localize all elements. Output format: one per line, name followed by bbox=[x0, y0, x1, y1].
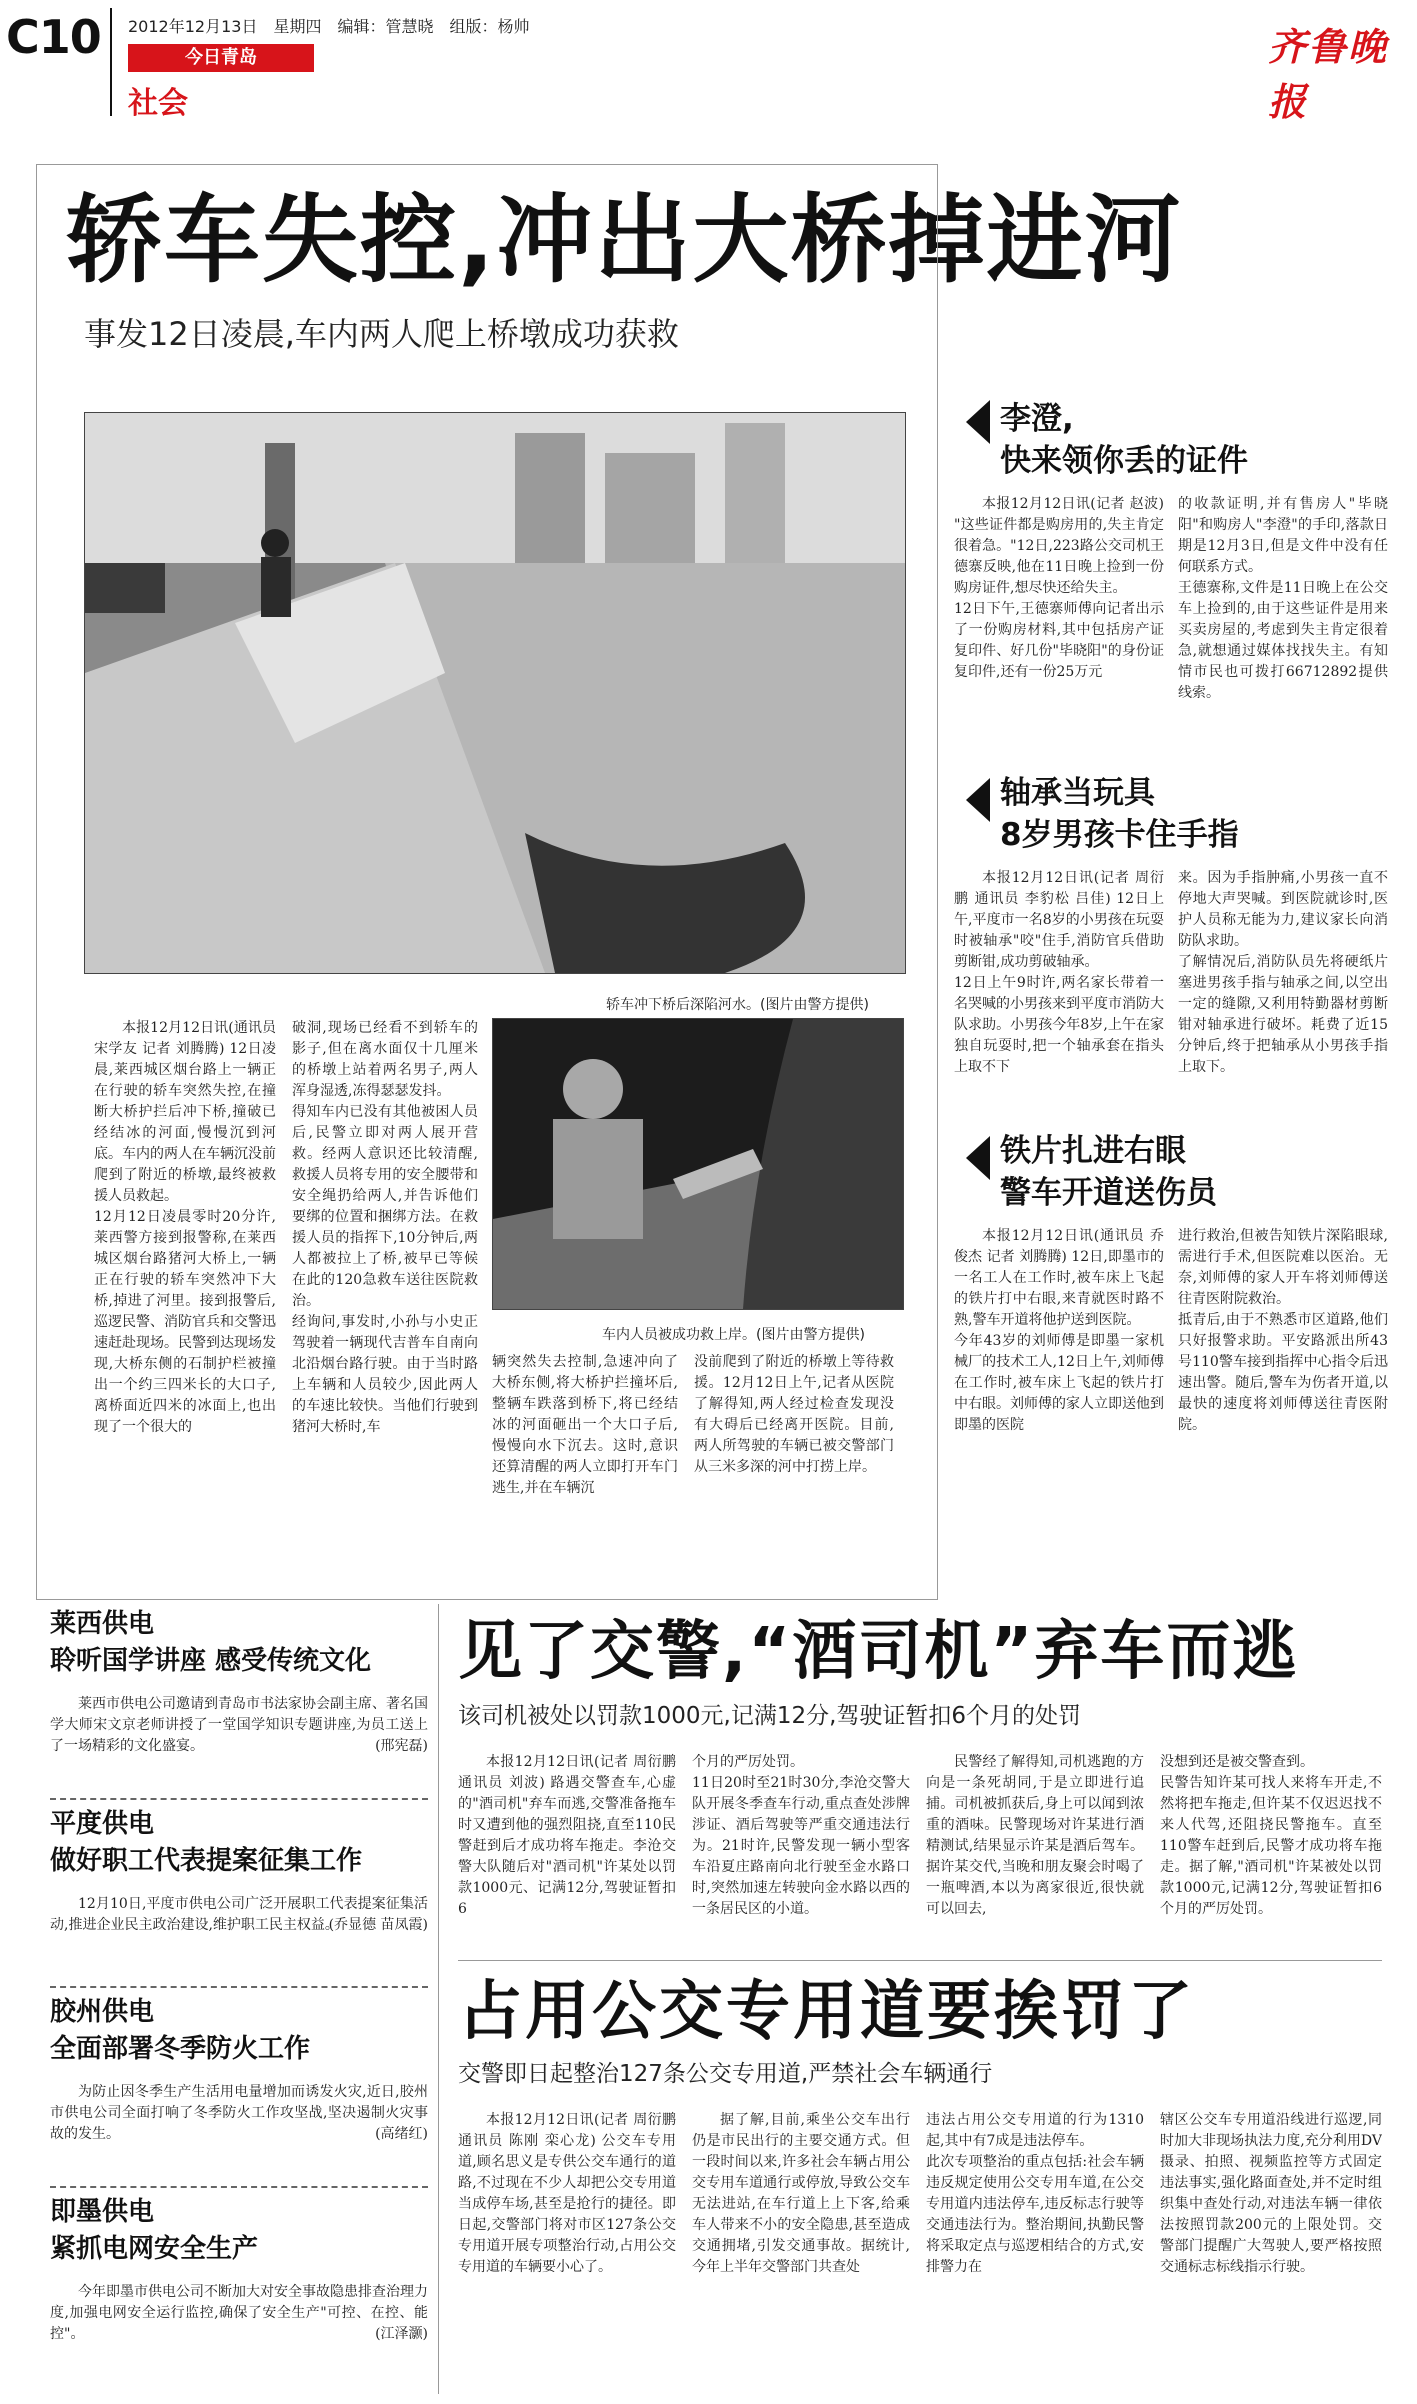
story-c-headline: 占用公交专用道要挨罚了 bbox=[458, 1975, 1195, 2049]
header-divider bbox=[110, 8, 112, 116]
masthead-logo: 齐鲁晚报 bbox=[1268, 24, 1389, 124]
story-b-column-3 bbox=[926, 1752, 1144, 1952]
story-b-column-4 bbox=[1160, 1752, 1382, 1952]
lead-photo-rescue bbox=[492, 1018, 904, 1310]
side1-col1-text: 本报12月12日讯(记者 赵波) "这些证件都是购房用的,失主肯定很着急。"12日,223路公交司机王德寨反映,他在11日晚上捡到一份购房证件,想尽快还给失主。 12日下午,王德寨师傅向记者出示了一份购房材料,其中包括房产证复印件、好几份"毕晓阳"的身份证复印件,还有一份25万元 bbox=[954, 496, 1164, 680]
brief3-credit: (高绪红) bbox=[375, 2126, 428, 2142]
side1-column-2 bbox=[1178, 494, 1388, 794]
brief2-body-text: 12月10日,平度市供电公司广泛开展职工代表提案征集活动,推进企业民主政治建设,维护职工民主权益。 bbox=[50, 1896, 428, 1933]
story-c-column-2 bbox=[692, 2110, 910, 2394]
side3-title-line2: 警车开道送伤员 bbox=[1000, 1175, 1217, 1211]
page-number: C10 bbox=[6, 10, 101, 64]
section-name: 社会 bbox=[128, 86, 188, 121]
lead-subtitle: 事发12日凌晨,车内两人爬上桥墩成功获救 bbox=[84, 315, 679, 353]
story-b-col1-text: 本报12月12日讯(记者 周衍鹏 通讯员 刘波) 路遇交警查车,心虚的"酒司机"弃车而逃,交警准备拖车时又遭到他的强烈阻挠,直至110民警赶到后才成功将车拖走。李沧交警大队随后对"酒司机"许某处以罚款1000元、记满12分,驾驶证暂扣6 bbox=[458, 1754, 676, 1917]
brief3-body-text: 为防止因冬季生产生活用电量增加而诱发火灾,近日,胶州市供电公司全面打响了冬季防火工作攻坚战,坚决遏制火灾事故的发生。 bbox=[50, 2084, 428, 2142]
rescue-scene-image bbox=[493, 1019, 903, 1309]
side1-title-line1: 李澄, bbox=[1000, 401, 1074, 437]
story-b-separator bbox=[458, 1960, 1382, 1961]
brief4-body-text: 今年即墨市供电公司不断加大对安全事故隐患排查治理力度,加强电网安全运行监控,确保了安全生产"可控、在控、能控"。 bbox=[50, 2284, 428, 2342]
brief-4 bbox=[50, 2194, 428, 2394]
lead-column-2 bbox=[292, 1018, 478, 1578]
brief-2 bbox=[50, 1806, 428, 1986]
story-b-col3-text: 民警经了解得知,司机逃跑的方向是一条死胡同,于是立即进行追捕。司机被抓获后,身上可以闻到浓重的酒味。民警现场对许某进行酒精测试,结果显示许某是酒后驾车。据许某交代,当晚和朋友聚会时喝了一瓶啤酒,本以为离家很近,很快就可以回去, bbox=[926, 1754, 1144, 1917]
side3-marker bbox=[966, 1136, 990, 1180]
date-info: 2012年12月13日 星期四 编辑：管慧晓 组版：杨帅 bbox=[128, 17, 530, 36]
side3-col2-text: 进行救治,但被告知铁片深陷眼球,需进行手术,但医院难以医治。无奈,刘师傅的家人开车将刘师傅送往青医附院救治。 抵青后,由于不熟悉市区道路,他们只好报警求助。平安路派出所43号110警车接到指挥中心指令后迅速出警。随后,警车为伤者开道,以最快的速度将刘师傅送往青医附院。 bbox=[1178, 1228, 1388, 1433]
brief1-title-line1: 莱西供电 bbox=[50, 1609, 155, 1639]
lead-headline: 轿车失控,冲出大桥掉进河 bbox=[66, 184, 1183, 296]
side1-col2-text: 的收款证明,并有售房人"毕晓阳"和购房人"李澄"的手印,落款日期是12月3日,但是文件中没有任何联系方式。 王德寨称,文件是11日晚上在公交车上捡到的,由于这些证件是用来买卖房屋的,考虑到失主肯定很着急,就想通过媒体找找失主。有知情市民也可拨打66712892提供线索。 bbox=[1178, 496, 1388, 701]
lead-col2-text: 破洞,现场已经看不到轿车的影子,但在离水面仅十几厘米的桥墩上站着两名男子,两人浑身湿透,冻得瑟瑟发抖。 得知车内已没有其他被困人员后,民警立即对两人展开营救。经两人意识还比较清醒,救援人员将专用的安全腰带和安全绳扔给两人,并告诉他们要绑的位置和捆绑方法。在救援人员的指挥下,10分钟后,两人都被拉上了桥,被早已等候在此的120急救车送往医院救治。 经询问,事发时,小孙与小史正驾驶着一辆现代吉普车自南向北沿烟台路行驶。由于当时路上车辆和人员较少,因此两人的车速比较快。当他们行驶到猪河大桥时,车 bbox=[292, 1020, 478, 1435]
brief1-title-line2: 聆听国学讲座 感受传统文化 bbox=[50, 1646, 372, 1676]
brief-1 bbox=[50, 1606, 428, 1796]
story-b-subtitle: 该司机被处以罚款1000元,记满12分,驾驶证暂扣6个月的处罚 bbox=[458, 1703, 1082, 1729]
brief2-credit: (乔显德 苗凤霞) bbox=[328, 1917, 428, 1933]
side2-marker bbox=[966, 778, 990, 822]
story-b-column-2 bbox=[692, 1752, 910, 1952]
brief1-credit: (邢宪磊) bbox=[375, 1738, 428, 1754]
side2-col1-text: 本报12月12日讯(记者 周衍鹏 通讯员 李豹松 吕佳) 12日上午,平度市一名8岁的小男孩在玩耍时被轴承"咬"住手,消防官兵借助剪断钳,成功剪破轴承。 12日上午9时许,两名家长带着一名哭喊的小男孩来到平度市消防大队求助。小男孩今年8岁,上午在家独自玩耍时,把一个轴承套在指头上取不下 bbox=[954, 870, 1164, 1075]
story-c-col1-text: 本报12月12日讯(记者 周衍鹏 通讯员 陈刚 栾心龙) 公交车专用道,顾名思义是专供公交车通行的道路,不过现在不少人却把公交专用道当成停车场,甚至是抢行的捷径。即日起,交警部门将对市区127条公交专用道开展专项整治行动,占用公交专用道的车辆要小心了。 bbox=[458, 2112, 676, 2275]
story-c-column-3 bbox=[926, 2110, 1144, 2394]
story-c-col3-text: 违法占用公交专用道的行为1310起,其中有7成是违法停车。 此次专项整治的重点包括:社会车辆违反规定使用公交专用车道,在公交专用道内违法停车,违反标志行驶等交通违法行为。整治期间,执勤民警将采取定点与巡逻相结合的方式,安排警力在 bbox=[926, 2112, 1144, 2275]
side3-title-line1: 铁片扎进右眼 bbox=[1000, 1133, 1186, 1169]
story-b-col4-text: 没想到还是被交警查到。 民警告知许某可找人来将车开走,不然将把车拖走,但许某不仅迟迟找不来人代驾,还阻挠民警拖车。直至110警车赶到后,民警才成功将车拖走。据了解,"酒司机"许某被处以罚款1000元,记满12分,驾驶证暂扣6个月的严厉处罚。 bbox=[1160, 1754, 1382, 1917]
brief2-title-line2: 做好职工代表提案征集工作 bbox=[50, 1846, 363, 1876]
photo1-caption: 轿车冲下桥后深陷河水。(图片由警方提供) bbox=[606, 997, 869, 1013]
brief-3 bbox=[50, 1994, 428, 2184]
story-c-col4-text: 辖区公交车专用道沿线进行巡逻,同时加大非现场执法力度,充分利用DV摄录、拍照、视频监控等方式固定违法事实,强化路面查处,并不定时组织集中查处行动,对违法车辆一律依法按照罚款200元的上限处罚。交警部门提醒广大驾驶人,要严格按照交通标志标线指示行驶。 bbox=[1160, 2112, 1382, 2275]
story-c-column-4 bbox=[1160, 2110, 1382, 2394]
section-tag-label: 今日青岛 bbox=[185, 47, 257, 68]
section-tag bbox=[128, 44, 314, 72]
lead-col1-text: 本报12月12日讯(通讯员 宋学友 记者 刘腾腾) 12日凌晨,莱西城区烟台路上一辆正在行驶的轿车突然失控,在撞断大桥护拦后冲下桥,撞破已经结冰的河面,慢慢沉到河底。车内的两人在车辆沉没前爬到了附近的桥墩,最终被救援人员救起。 12月12日凌晨零时20分许,莱西警方接到报警称,在莱西城区烟台路猪河大桥上,一辆正在行驶的轿车突然冲下大桥,掉进了河里。接到报警后,巡逻民警、消防官兵和交警迅速赶赴现场。民警到达现场发现,大桥东侧的石制护栏被撞出一个约三四米长的大口子,离桥面近四米的冰面上,也出现了一个很大的 bbox=[94, 1020, 276, 1435]
lead-column-3 bbox=[492, 1352, 678, 1582]
story-b-column-1 bbox=[458, 1752, 676, 1952]
lead-col3-text: 辆突然失去控制,急速冲向了大桥东侧,将大桥护拦撞坏后,整辆车跌落到桥下,将已经结冰的河面砸出一个大口子后,慢慢向水下沉去。这时,意识还算清醒的两人立即打开车门逃生,并在车辆沉 bbox=[492, 1354, 678, 1496]
brief4-credit: (江泽灏) bbox=[375, 2326, 428, 2342]
brief-separator-3 bbox=[50, 2186, 428, 2188]
lead-column-4 bbox=[694, 1352, 894, 1582]
side2-title-line2: 8岁男孩卡住手指 bbox=[1000, 817, 1239, 853]
story-c-col2-text: 据了解,目前,乘坐公交车出行仍是市民出行的主要交通方式。但一段时间以来,许多社会车辆占用公交专用车道通行或停放,导致公交车无法进站,在车行道上上下客,给乘车人带来不小的安全隐患,甚至造成交通拥堵,引发交通事故。据统计,今年上半年交警部门共查处 bbox=[692, 2112, 910, 2275]
side1-title-line2: 快来领你丢的证件 bbox=[1000, 443, 1248, 479]
brief4-title-line1: 即墨供电 bbox=[50, 2197, 155, 2227]
brief1-body-text: 莱西市供电公司邀请到青岛市书法家协会副主席、著名国学大师宋文京老师讲授了一堂国学知识专题讲座,为员工送上了一场精彩的文化盛宴。 bbox=[50, 1696, 428, 1754]
brief-separator-2 bbox=[50, 1986, 428, 1988]
story-b-col2-text: 个月的严厉处罚。 11日20时至21时30分,李沧交警大队开展冬季查车行动,重点查处涉牌涉证、酒后驾驶等严重交通违法行为。21时许,民警发现一辆小型客车沿夏庄路南向北行驶至金水路口时,突然加速左转驶向金水路以西的一条居民区的小道。 bbox=[692, 1754, 910, 1917]
story-b-headline: 见了交警,“酒司机”弃车而逃 bbox=[458, 1615, 1299, 1689]
brief-separator-1 bbox=[50, 1798, 428, 1800]
brief2-title-line1: 平度供电 bbox=[50, 1809, 155, 1839]
side3-col1-text: 本报12月12日讯(通讯员 乔俊杰 记者 刘腾腾) 12日,即墨市的一名工人在工作时,被车床上飞起的铁片打中右眼,来青就医时路不熟,警车开道将他护送到医院。 今年43岁的刘师傅是即墨一家机械厂的技术工人,12日上午,刘师傅在工作时,被车床上飞起的铁片打中右眼。刘师傅的家人立即送他到即墨的医院 bbox=[954, 1228, 1164, 1433]
side2-title-line1: 轴承当玩具 bbox=[1000, 775, 1155, 811]
side2-column-1 bbox=[954, 868, 1164, 1168]
photo2-caption: 车内人员被成功救上岸。(图片由警方提供) bbox=[602, 1327, 865, 1343]
side2-col2-text: 来。因为手指肿痛,小男孩一直不停地大声哭喊。到医院就诊时,医护人员称无能为力,建议家长向消防队求助。 了解情况后,消防队员先将硬纸片塞进男孩手指与轴承之间,以空出一定的缝隙,又利用特勤器材剪断钳对轴承进行破坏。耗费了近15分钟后,终于把轴承从小男孩手指上取下。 bbox=[1178, 870, 1388, 1075]
briefs-divider bbox=[438, 1604, 439, 2394]
story-c-column-1 bbox=[458, 2110, 676, 2394]
story-c-subtitle: 交警即日起整治127条公交专用道,严禁社会车辆通行 bbox=[458, 2061, 993, 2087]
side1-column-1 bbox=[954, 494, 1164, 794]
lead-col4-text: 没前爬到了附近的桥墩上等待救援。12月12日上午,记者从医院了解得知,两人经过检查发现没有大碍后已经离开医院。目前,两人所驾驶的车辆已被交警部门从三米多深的河中打捞上岸。 bbox=[694, 1354, 894, 1475]
river-scene-image bbox=[85, 413, 905, 973]
brief4-title-line2: 紧抓电网安全生产 bbox=[50, 2234, 259, 2264]
lead-column-1 bbox=[94, 1018, 276, 1578]
side3-column-2 bbox=[1178, 1226, 1388, 1586]
lead-photo-car-in-river bbox=[84, 412, 906, 974]
brief3-title-line2: 全面部署冬季防火工作 bbox=[50, 2034, 311, 2064]
side3-column-1 bbox=[954, 1226, 1164, 1586]
brief3-title-line1: 胶州供电 bbox=[50, 1997, 155, 2027]
side2-column-2 bbox=[1178, 868, 1388, 1168]
side1-marker bbox=[966, 400, 990, 444]
